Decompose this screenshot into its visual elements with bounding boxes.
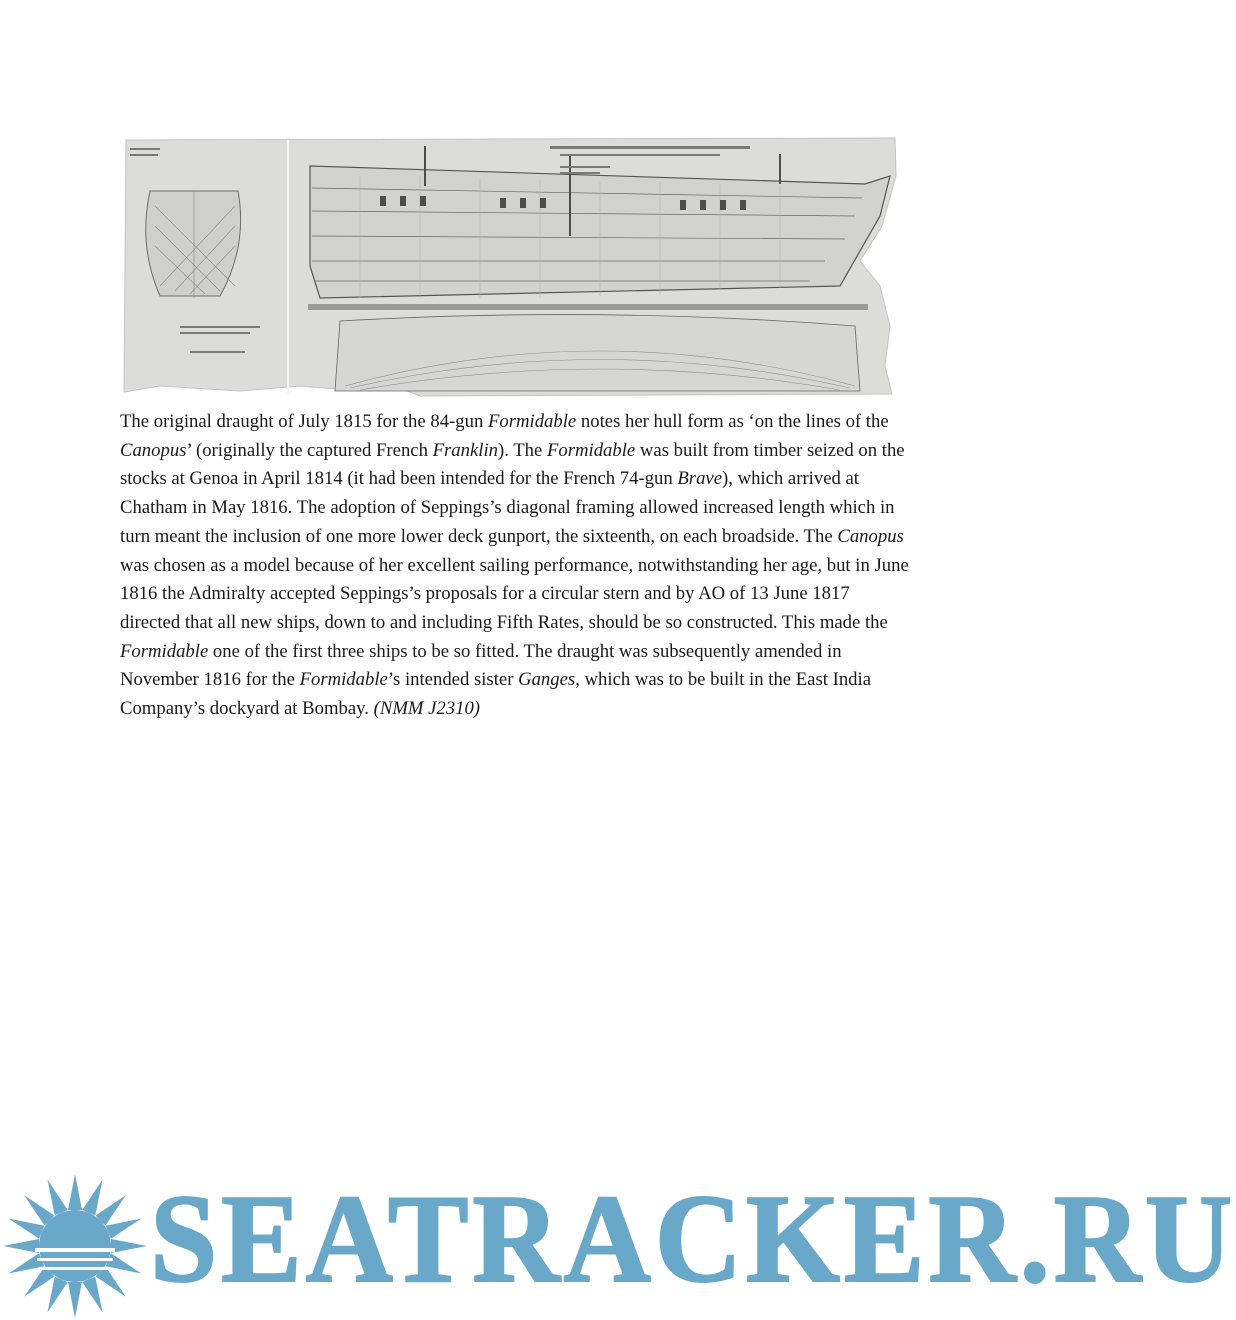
caption-segment: Canopus xyxy=(837,525,904,547)
caption-segment: one of the first three ships to be so fitted. The draught was subsequently amended in November 1816 for the xyxy=(120,640,842,691)
caption-segment: was built from timber seized on the stocks at Genoa in April 1814 (it had been intended for the French 74-gun xyxy=(120,439,905,490)
caption-segment: ), which arrived at Chatham in May 1816. The adoption of Seppings’s diagonal framing allowed increased length which in turn meant the inclusion of one more lower deck gunport, the sixteenth, on each broadside. The xyxy=(120,468,895,547)
sun-icon xyxy=(0,1168,150,1320)
caption-segment: ’ (originally the captured French xyxy=(186,439,433,461)
caption-segment: Formidable xyxy=(546,439,636,461)
caption-segment: was chosen as a model because of her excellent sailing performance, notwithstanding her age, but in June 1816 the Admiralty accepted Seppings’s proposals for a circular stern and by AO of 13 June 1817 directed that all new ships, down to and including Fifth Rates, should be so constructed. This made the xyxy=(120,554,909,633)
caption-segment: Formidable xyxy=(299,669,388,691)
ship-draught-image xyxy=(120,136,900,398)
caption-segment: (NMM J2310) xyxy=(373,698,481,720)
figure-caption xyxy=(120,408,910,724)
caption-segment: Formidable xyxy=(487,411,577,432)
caption-segment: notes her hull form as ‘on the lines of the xyxy=(576,411,889,432)
caption-segment: ’s intended sister xyxy=(387,669,519,691)
caption-segment: The original draught of July 1815 for the 84-gun xyxy=(120,411,488,432)
caption-segment: Canopus xyxy=(120,439,187,461)
caption-segment: Ganges xyxy=(518,669,576,691)
caption-segment: Brave xyxy=(677,468,723,490)
watermark-text: SEATRACKER.RU xyxy=(150,1170,1236,1309)
caption-segment: , which was to be built in the East India Company’s dockyard at Bombay. xyxy=(120,669,872,720)
caption-segment: Franklin xyxy=(432,439,499,461)
caption-segment: Formidable xyxy=(120,640,209,662)
caption-segment: ). The xyxy=(498,439,547,461)
